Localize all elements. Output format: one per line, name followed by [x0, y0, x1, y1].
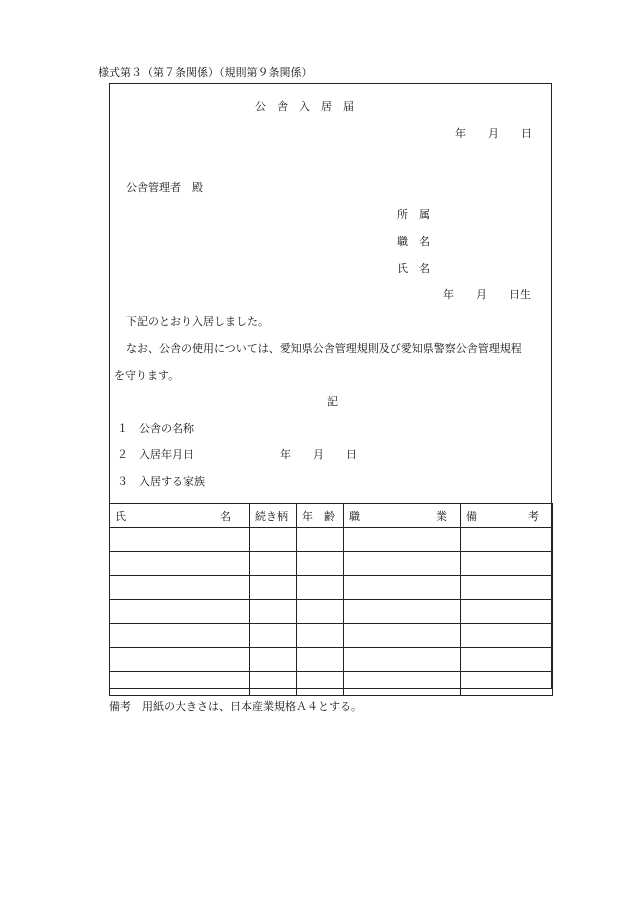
cell-relation[interactable]: [250, 672, 297, 696]
cell-age[interactable]: [297, 600, 344, 624]
name-label: 氏 名: [397, 262, 430, 275]
birthdate-label: 年 月 日生: [443, 288, 531, 301]
column-header-occupation: [344, 504, 461, 528]
table-row: [110, 552, 553, 576]
column-header-remarks: [461, 504, 553, 528]
item-1-label: １ 公舎の名称: [117, 422, 194, 435]
cell-occupation[interactable]: [344, 552, 461, 576]
cell-age[interactable]: [297, 552, 344, 576]
cell-occupation[interactable]: [344, 624, 461, 648]
body-line-3: を守ります。: [114, 369, 180, 382]
cell-relation[interactable]: [250, 552, 297, 576]
cell-age[interactable]: [297, 576, 344, 600]
item-2-label: ２ 入居年月日: [117, 448, 194, 461]
addressee: 公舎管理者 殿: [126, 181, 203, 194]
item-2-date: 年 月 日: [280, 448, 357, 461]
cell-name[interactable]: [110, 528, 250, 552]
document-title: 公 舎 入 居 届: [255, 100, 354, 113]
cell-age[interactable]: [297, 648, 344, 672]
cell-occupation[interactable]: [344, 528, 461, 552]
cell-relation[interactable]: [250, 648, 297, 672]
table-row: [110, 672, 553, 696]
cell-occupation[interactable]: [344, 576, 461, 600]
cell-occupation[interactable]: [344, 600, 461, 624]
column-header-name: [110, 504, 250, 528]
column-header-remarks-b: 考: [528, 509, 539, 523]
footnote: 備考 用紙の大きさは、日本産業規格Ａ４とする。: [109, 700, 362, 713]
cell-name[interactable]: [110, 672, 250, 696]
body-line-2: なお、公舎の使用については、愛知県公舎管理規則及び愛知県警察公舎管理規程: [126, 342, 522, 355]
affiliation-label: 所 属: [397, 208, 430, 221]
cell-relation[interactable]: [250, 528, 297, 552]
cell-remarks[interactable]: [461, 600, 553, 624]
cell-remarks[interactable]: [461, 672, 553, 696]
cell-name[interactable]: [110, 624, 250, 648]
cell-name[interactable]: [110, 600, 250, 624]
cell-name[interactable]: [110, 552, 250, 576]
family-table-header-row: [110, 504, 553, 528]
form-number-header: 様式第３（第７条関係）（規則第９条関係）: [98, 66, 313, 79]
table-row: [110, 600, 553, 624]
cell-occupation[interactable]: [344, 672, 461, 696]
submission-date: 年 月 日: [455, 127, 532, 140]
cell-remarks[interactable]: [461, 552, 553, 576]
table-row: [110, 576, 553, 600]
cell-remarks[interactable]: [461, 624, 553, 648]
cell-age[interactable]: [297, 624, 344, 648]
table-row: [110, 528, 553, 552]
column-header-occupation-b: 業: [436, 509, 447, 523]
family-table: [109, 503, 553, 696]
table-row: [110, 648, 553, 672]
column-header-remarks-a: 備: [466, 509, 477, 523]
cell-remarks[interactable]: [461, 648, 553, 672]
cell-name[interactable]: [110, 576, 250, 600]
item-3-label: ３ 入居する家族: [117, 475, 205, 488]
column-header-name-b: 名: [220, 509, 231, 523]
column-header-occupation-a: 職: [349, 509, 360, 523]
table-row: [110, 624, 553, 648]
cell-remarks[interactable]: [461, 576, 553, 600]
cell-age[interactable]: [297, 528, 344, 552]
column-header-age: 年 齢: [297, 504, 344, 528]
body-line-1: 下記のとおり入居しました。: [126, 315, 269, 328]
cell-age[interactable]: [297, 672, 344, 696]
cell-relation[interactable]: [250, 624, 297, 648]
cell-remarks[interactable]: [461, 528, 553, 552]
position-label: 職 名: [397, 235, 430, 248]
ki-heading: 記: [327, 395, 338, 408]
cell-relation[interactable]: [250, 576, 297, 600]
cell-relation[interactable]: [250, 600, 297, 624]
family-table-body: [110, 528, 553, 696]
cell-name[interactable]: [110, 648, 250, 672]
column-header-relation: 続き柄: [250, 504, 297, 528]
column-header-name-a: 氏: [115, 509, 126, 523]
cell-occupation[interactable]: [344, 648, 461, 672]
